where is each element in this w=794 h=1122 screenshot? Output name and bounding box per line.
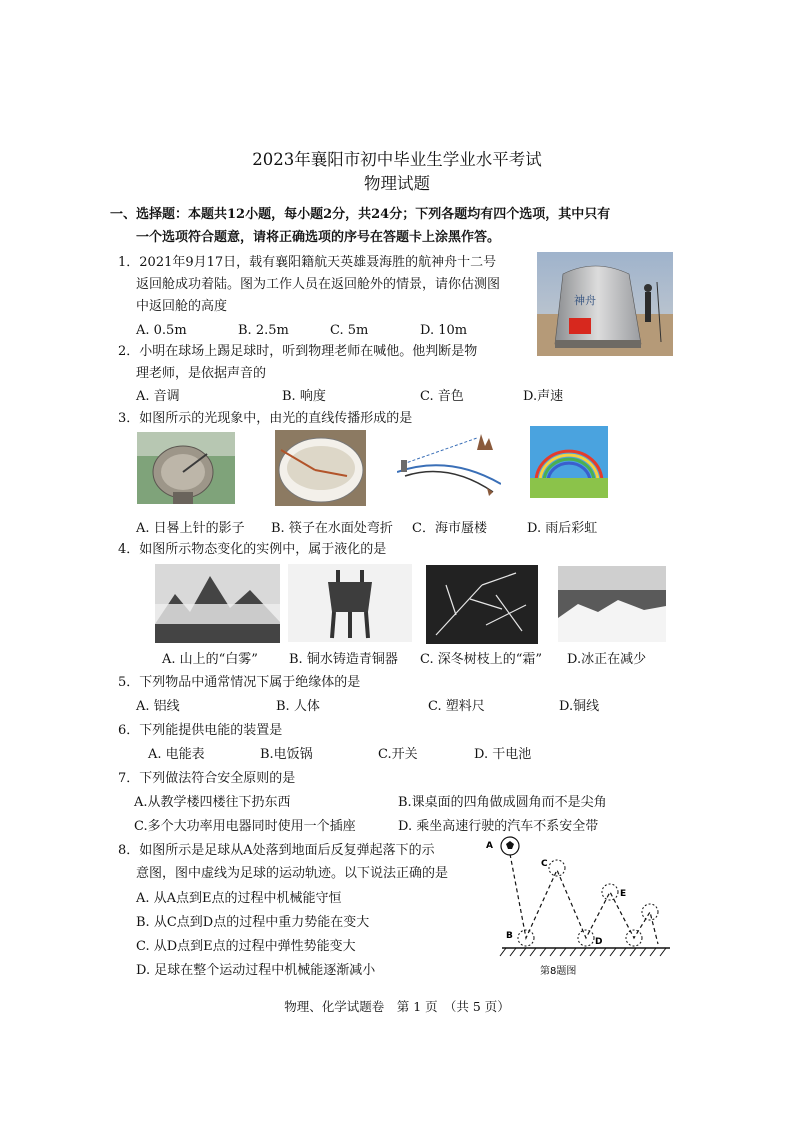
q6-option-b: B.电饭锅: [260, 747, 313, 762]
point-e-label: E: [620, 889, 627, 899]
q1-option-c: C. 5m: [330, 323, 369, 338]
q2-line2: 理老师，是依据声音的: [136, 366, 267, 381]
q2-line1: 2．小明在球场上踢足球时，听到物理老师在喊他。他判断是物: [118, 344, 478, 359]
q7-option-a: A.从教学楼四楼往下扔东西: [134, 795, 291, 810]
q4-line1: 4．如图所示物态变化的实例中，属于液化的是: [118, 542, 387, 557]
capsule-label: 神舟: [574, 294, 596, 307]
q8-option-d: D. 足球在整个运动过程中机械能逐渐减小: [136, 963, 376, 978]
rainbow-photo: [530, 426, 608, 498]
q6-option-a: A. 电能表: [148, 747, 205, 762]
q3-option-b: B. 筷子在水面处弯折: [271, 521, 393, 536]
q4-option-a: A. 山上的“白雾”: [162, 652, 258, 667]
mirage-diagram: [397, 428, 501, 502]
q3-option-c: C．海市蜃楼: [412, 521, 487, 536]
q1-line2: 返回舱成功着陆。图为工作人员在返回舱外的情景，请你估测图: [136, 277, 501, 292]
q5-option-b: B. 人体: [276, 699, 320, 714]
q2-option-c: C. 音色: [420, 389, 464, 404]
q2-option-d: D.声速: [523, 389, 564, 404]
q5-option-c: C. 塑料尺: [428, 699, 485, 714]
point-a-label: A: [486, 841, 493, 851]
q1-option-a: A. 0.5m: [136, 323, 187, 338]
section-heading: 一、选择题：本题共12小题，每小题2分，共24分；下列各题均有四个选项，其中只有: [110, 207, 611, 222]
q6-line1: 6．下列能提供电能的装置是: [118, 723, 283, 738]
page-footer: 物理、化学试题卷 第 1 页 （共 5 页）: [284, 999, 510, 1014]
q6-option-d: D. 干电池: [474, 747, 532, 762]
q5-option-a: A. 铝线: [136, 699, 180, 714]
q1-option-b: B. 2.5m: [238, 323, 289, 338]
mist-mountain-photo: [155, 564, 280, 643]
q4-option-d: D.冰正在减少: [567, 652, 647, 667]
figure-caption: 第8题图: [540, 966, 577, 977]
section-heading-cont: 一个选项符合题意，请将正确选项的序号在答题卡上涂黑作答。: [136, 230, 501, 245]
q6-option-c: C.开关: [378, 747, 418, 762]
ball-bounce-diagram: [482, 832, 672, 980]
q1-line1: 1．2021年9月17日，载有襄阳籍航天英雄聂海胜的航神舟十二号: [118, 255, 497, 270]
q5-line1: 5．下列物品中通常情况下属于绝缘体的是: [118, 675, 361, 690]
q7-option-d: D. 乘坐高速行驶的汽车不系安全带: [398, 819, 599, 834]
point-b-label: B: [506, 931, 513, 941]
q4-option-c: C. 深冬树枝上的“霜”: [420, 652, 543, 667]
q8-option-c: C. 从D点到E点的过程中弹性势能变大: [136, 939, 356, 954]
point-d-label: D: [595, 937, 603, 947]
exam-subtitle: 物理试题: [364, 174, 430, 193]
q7-option-c: C.多个大功率用电器同时使用一个插座: [134, 819, 356, 834]
q5-option-d: D.铜线: [559, 699, 600, 714]
q8-option-b: B. 从C点到D点的过程中重力势能在变大: [136, 915, 370, 930]
q3-option-a: A. 日晷上针的影子: [136, 521, 245, 536]
q1-line3: 中返回舱的高度: [136, 299, 228, 314]
q8-option-a: A. 从A点到E点的过程中机械能守恒: [136, 891, 342, 906]
q2-option-a: A. 音调: [136, 389, 180, 404]
q3-line1: 3．如图所示的光现象中，由光的直线传播形成的是: [118, 411, 413, 426]
chopsticks-bowl-photo: [275, 430, 366, 506]
bronze-vessel-photo: [288, 564, 412, 642]
q2-option-b: B. 响度: [282, 389, 326, 404]
capsule-photo: [537, 252, 673, 356]
sundial-photo: [137, 432, 235, 504]
q3-option-d: D. 雨后彩虹: [527, 521, 598, 536]
q8-line1: 8．如图所示是足球从A处落到地面后反复弹起落下的示: [118, 843, 435, 858]
q7-line1: 7．下列做法符合安全原则的是: [118, 771, 296, 786]
exam-title: 2023年襄阳市初中毕业生学业水平考试: [252, 150, 542, 169]
q7-option-b: B.课桌面的四角做成圆角而不是尖角: [398, 795, 607, 810]
q4-option-b: B. 铜水铸造青铜器: [289, 652, 398, 667]
frost-branch-photo: [426, 565, 538, 644]
point-c-label: C: [541, 859, 548, 869]
q8-line2: 意图，图中虚线为足球的运动轨迹。以下说法正确的是: [136, 866, 449, 881]
q1-option-d: D. 10m: [420, 323, 468, 338]
melting-ice-photo: [558, 566, 666, 642]
